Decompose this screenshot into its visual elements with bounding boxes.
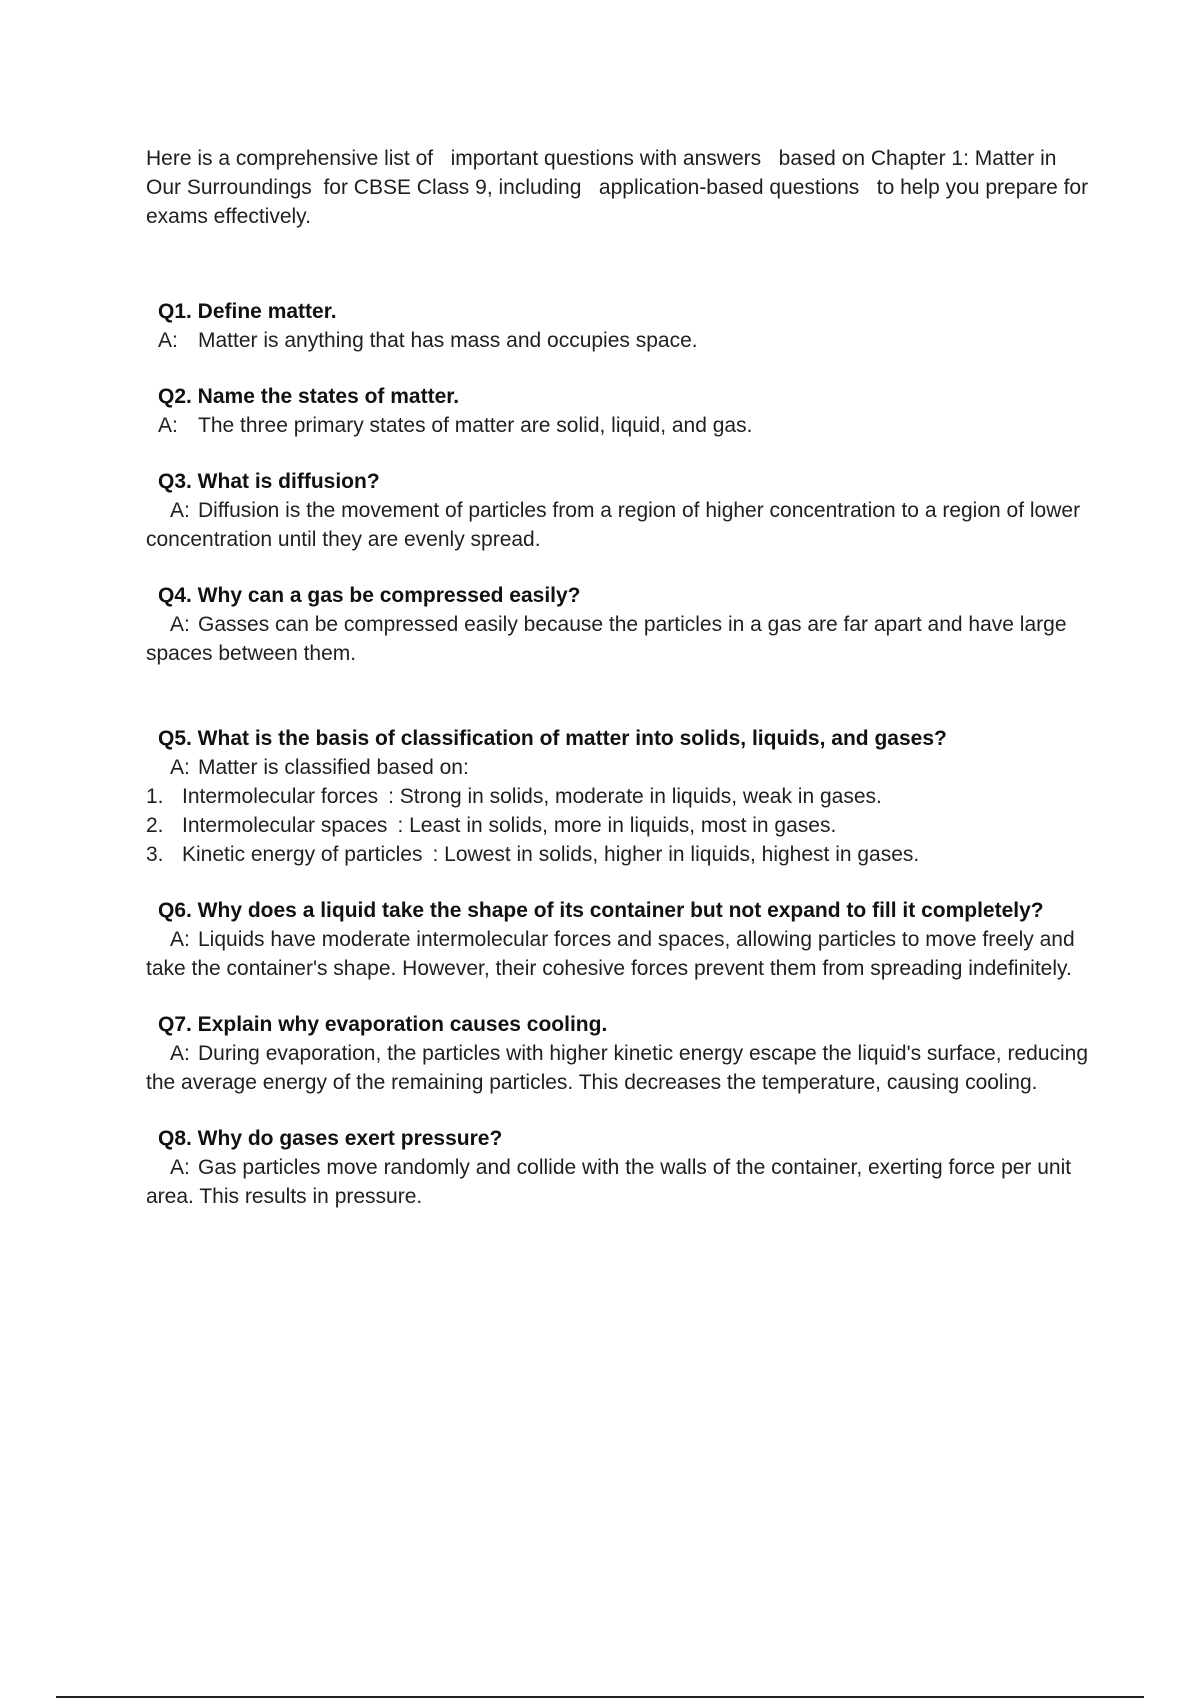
intro-text: to help you prepare for exams effectively. — [146, 176, 1089, 228]
question-title: Q8. Why do gases exert pressure? — [158, 1127, 503, 1150]
list-term: Kinetic energy of particles — [182, 843, 423, 866]
question-title: Q1. Define matter. — [158, 300, 337, 323]
intro-highlight: important questions with answers — [450, 147, 762, 170]
answer-prefix: A: — [170, 756, 190, 779]
answer-prefix: A: — [170, 613, 190, 636]
list-term: Intermolecular spaces — [182, 814, 388, 837]
answer-prefix: A: — [170, 928, 190, 951]
document-page — [146, 144, 1096, 1238]
list-number: 2. — [146, 814, 164, 837]
classification-list — [146, 782, 1096, 869]
list-number: 1. — [146, 785, 164, 808]
question-title: Q3. What is diffusion? — [158, 470, 380, 493]
answer-text — [158, 411, 1096, 440]
answer-text — [146, 925, 1096, 983]
question-block-6 — [146, 896, 1096, 983]
answer-body: The three primary states of matter are solid, liquid, and gas. — [198, 414, 753, 437]
answer-text — [146, 610, 1096, 668]
answer-prefix: A: — [170, 1042, 190, 1065]
answer-text — [146, 1039, 1096, 1097]
answer-text — [146, 496, 1096, 554]
answer-body: Gas particles move randomly and collide with the walls of the container, exerting force per unit area. This results in pressure. — [146, 1156, 1072, 1208]
answer-text — [146, 753, 1096, 782]
question-title: Q4. Why can a gas be compressed easily? — [158, 584, 581, 607]
answer-text — [146, 1153, 1096, 1211]
question-block-1 — [146, 297, 1096, 355]
intro-text: based on Chapter 1: Matter in Our Surroundings — [146, 147, 1057, 199]
answer-body: During evaporation, the particles with higher kinetic energy escape the liquid's surface, reducing the average energy of the remaining particles. This decreases the temperature, causing cooling. — [146, 1042, 1089, 1094]
question-block-3 — [146, 467, 1096, 554]
question-title: Q5. What is the basis of classification of matter into solids, liquids, and gases? — [158, 727, 947, 750]
answer-prefix: A: — [170, 1156, 190, 1179]
question-title: Q7. Explain why evaporation causes cooling. — [158, 1013, 608, 1036]
list-item — [146, 811, 1096, 840]
list-detail: : Lowest in solids, higher in liquids, highest in gases. — [432, 843, 920, 866]
question-block-7 — [146, 1010, 1096, 1097]
footer-divider — [56, 1696, 1144, 1698]
question-title: Q6. Why does a liquid take the shape of its container but not expand to fill it completely? — [158, 899, 1044, 922]
question-block-5 — [146, 724, 1096, 869]
intro-highlight: application-based questions — [598, 176, 860, 199]
answer-body: Matter is anything that has mass and occupies space. — [198, 329, 698, 352]
intro-paragraph — [146, 144, 1096, 231]
list-term: Intermolecular forces — [182, 785, 379, 808]
list-item — [146, 782, 1096, 811]
answer-prefix: A: — [158, 329, 178, 352]
list-number: 3. — [146, 843, 164, 866]
list-detail: : Strong in solids, moderate in liquids, weak in gases. — [388, 785, 882, 808]
list-item — [146, 840, 1096, 869]
answer-prefix: A: — [170, 499, 190, 522]
intro-text: Here is a comprehensive list of — [146, 147, 434, 170]
answer-prefix: A: — [158, 414, 178, 437]
intro-text: for CBSE Class 9, including — [323, 176, 582, 199]
answer-body: Gasses can be compressed easily because the particles in a gas are far apart and have large spaces between them. — [146, 613, 1067, 665]
question-title: Q2. Name the states of matter. — [158, 385, 460, 408]
question-block-2 — [146, 382, 1096, 440]
answer-text — [158, 326, 1096, 355]
answer-body: Diffusion is the movement of particles from a region of higher concentration to a region of lower concentration until they are evenly spread. — [146, 499, 1081, 551]
answer-body: Matter is classified based on: — [198, 756, 469, 779]
answer-body: Liquids have moderate intermolecular forces and spaces, allowing particles to move freely and take the container's shape. However, their cohesive forces prevent them from spreading indefinitely. — [146, 928, 1075, 980]
list-detail: : Least in solids, more in liquids, most in gases. — [397, 814, 837, 837]
question-block-8 — [146, 1124, 1096, 1211]
question-block-4 — [146, 581, 1096, 668]
